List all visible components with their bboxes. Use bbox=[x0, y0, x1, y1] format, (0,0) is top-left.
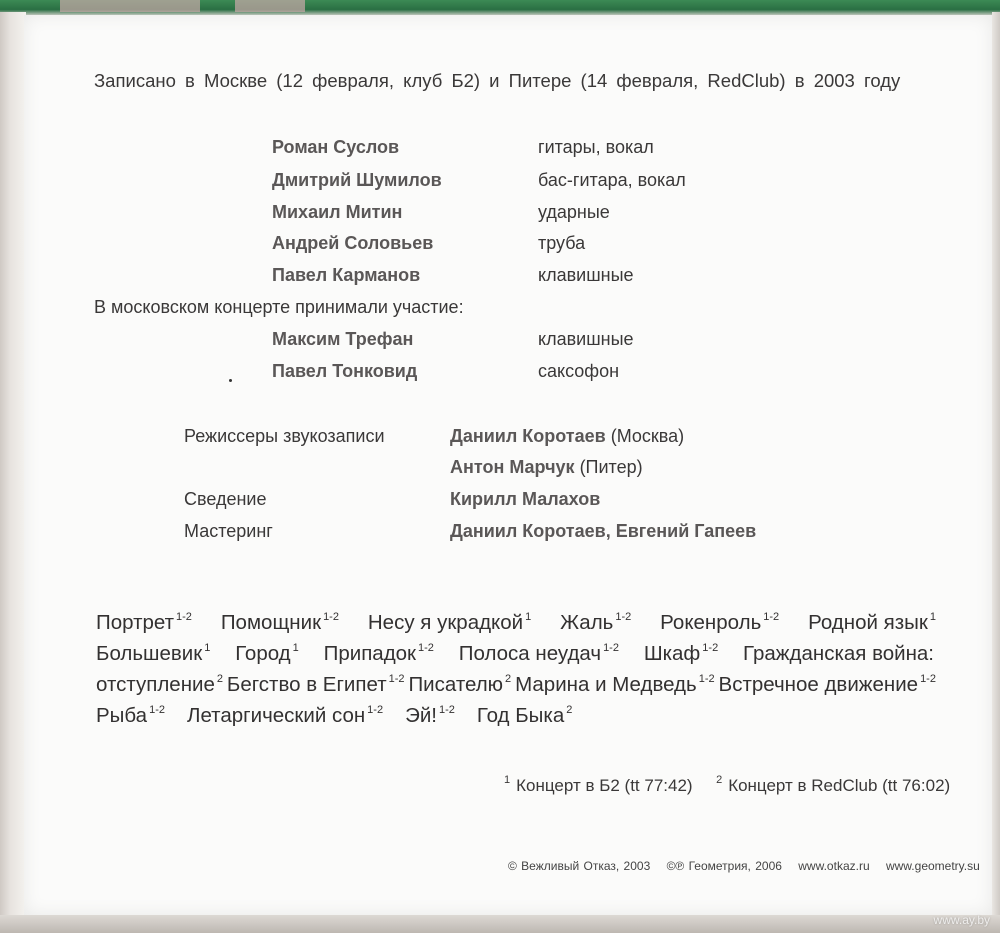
track-item: Жаль $^{1-2}$ bbox=[560, 611, 632, 634]
legend-item: $^1$ Концерт в Б2 (tt 77:42) bbox=[504, 774, 693, 795]
credit-entry bbox=[450, 520, 756, 542]
guest-role: саксофон bbox=[538, 361, 620, 381]
track-item: Припадок $^{1-2}$ bbox=[323, 642, 434, 665]
track-item: Гражданская война: bbox=[743, 642, 934, 665]
member-name: Андрей Соловьев bbox=[272, 233, 434, 253]
track-item: Год Быка $^2$ bbox=[476, 704, 573, 727]
guest-name: Павел Тонковид bbox=[272, 361, 418, 381]
tracklist-line bbox=[96, 700, 936, 731]
member-name: Роман Суслов bbox=[272, 137, 400, 157]
credit-note: (Питер) bbox=[574, 457, 643, 477]
credit-name: Даниил Коротаев, Евгений Гапеев bbox=[450, 521, 757, 541]
website-link: www.otkaz.ru bbox=[798, 859, 870, 873]
track-item: Несу я украдкой $^1$ bbox=[367, 611, 532, 634]
track-item: Город $^1$ bbox=[235, 642, 299, 665]
track-item: Рыба $^{1-2}$ bbox=[96, 704, 165, 727]
tracklist bbox=[96, 607, 936, 731]
copyright-label: © Вежливый Отказ, 2003 bbox=[508, 859, 651, 873]
track-item: Марина и Медведь $^{1-2}$ bbox=[515, 673, 715, 696]
scan-right-edge bbox=[992, 12, 1000, 933]
track-item: Родной язык $^1$ bbox=[808, 611, 936, 634]
copyright-line bbox=[508, 855, 992, 877]
track-item: Бегство в Египет $^{1-2}$ bbox=[226, 673, 405, 696]
guest-role: клавишные bbox=[538, 329, 634, 349]
scan-top-edge bbox=[0, 0, 1000, 16]
credit-note: (Москва) bbox=[605, 426, 685, 446]
credit-entry bbox=[450, 456, 643, 478]
scan-bottom-edge bbox=[0, 915, 1000, 933]
recording-info: Записано в Москве (12 февраля, клуб Б2) и Питере (14 февраля, RedClub) в 2003 году bbox=[94, 70, 901, 91]
track-item: Летаргический сон $^{1-2}$ bbox=[187, 704, 384, 727]
track-item: Большевик $^1$ bbox=[96, 642, 211, 665]
track-item: Рокенроль $^{1-2}$ bbox=[660, 611, 780, 634]
credit-label: Режиссеры звукозаписи bbox=[184, 426, 385, 446]
credit-entry bbox=[450, 425, 684, 447]
track-item: Полоса неудач $^{1-2}$ bbox=[458, 642, 619, 665]
track-item: Писателю $^2$ bbox=[408, 673, 512, 696]
member-name: Дмитрий Шумилов bbox=[272, 170, 442, 190]
scan-deco-strip bbox=[235, 0, 305, 12]
credit-name: Даниил Коротаев bbox=[450, 426, 606, 446]
track-item: Встречное движение $^{1-2}$ bbox=[718, 673, 936, 696]
tracklist-line bbox=[96, 638, 936, 669]
member-role: бас-гитара, вокал bbox=[538, 170, 686, 190]
booklet-page bbox=[24, 15, 992, 915]
track-item: Помощник $^{1-2}$ bbox=[220, 611, 339, 634]
track-item: Эй! $^{1-2}$ bbox=[405, 704, 455, 727]
tracklist-line bbox=[96, 669, 936, 700]
member-role: труба bbox=[538, 233, 586, 253]
scan-deco-strip bbox=[60, 0, 200, 12]
scan-left-edge bbox=[0, 12, 26, 933]
member-role: ударные bbox=[538, 202, 610, 222]
credit-entry bbox=[450, 488, 600, 510]
member-name: Михаил Митин bbox=[272, 202, 403, 222]
track-item: Портрет $^{1-2}$ bbox=[96, 611, 192, 634]
website-link: www.geometry.su bbox=[885, 859, 980, 873]
credit-name: Кирилл Малахов bbox=[450, 489, 601, 509]
credit-label: Сведение bbox=[184, 489, 267, 509]
credit-label: Мастеринг bbox=[184, 521, 273, 541]
publisher-label: ©℗ Геометрия, 2006 bbox=[666, 859, 782, 873]
credit-name: Антон Марчук bbox=[450, 457, 575, 477]
member-role: гитары, вокал bbox=[538, 137, 654, 157]
track-item: отступление $^2$ bbox=[96, 673, 223, 696]
track-item: Шкаф $^{1-2}$ bbox=[643, 642, 719, 665]
tracklist-line bbox=[96, 607, 936, 638]
legend-item: $^2$ Концерт в RedClub (tt 76:02) bbox=[716, 774, 951, 795]
watermark: www.ay.by bbox=[933, 913, 990, 927]
guest-name: Максим Трефан bbox=[272, 329, 414, 349]
concert-legend bbox=[504, 775, 950, 797]
guests-heading: В московском концерте принимали участие: bbox=[94, 297, 464, 317]
member-role: клавишные bbox=[538, 265, 634, 285]
member-name: Павел Карманов bbox=[272, 265, 421, 285]
print-speck bbox=[229, 379, 232, 382]
